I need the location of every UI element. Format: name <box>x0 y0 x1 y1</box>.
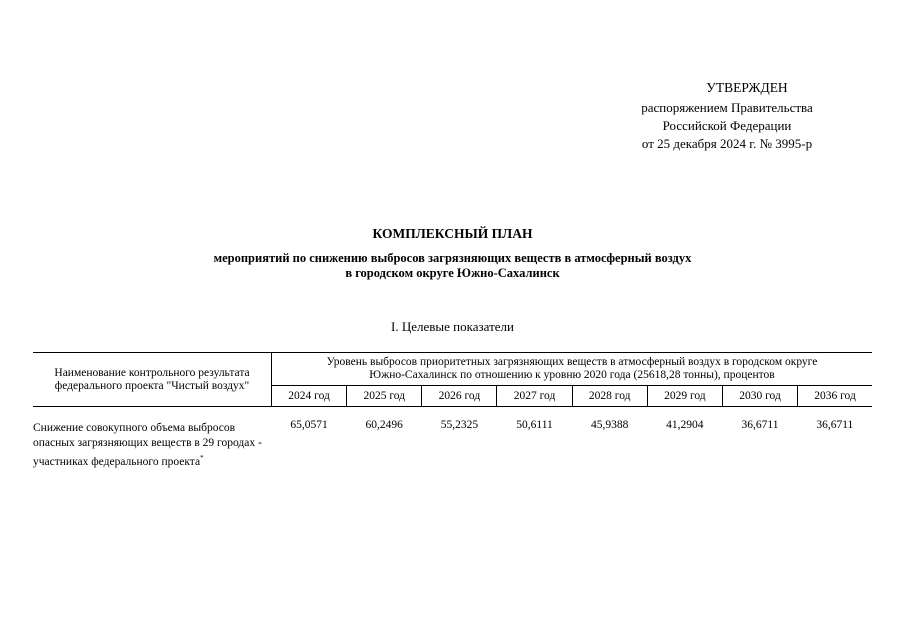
indicator-value: 50,6111 <box>516 419 553 431</box>
indicators-table <box>33 352 872 470</box>
year-header: 2030 год <box>722 386 797 407</box>
year-header: 2024 год <box>272 386 347 407</box>
year-header: 2029 год <box>647 386 722 407</box>
indicator-value: 55,2325 <box>440 419 479 431</box>
year-header: 2028 год <box>572 386 647 407</box>
approval-line-1: распоряжением Правительства <box>641 100 813 115</box>
approval-block <box>597 79 857 153</box>
indicator-value: 41,2904 <box>666 419 704 431</box>
section-title: I. Целевые показатели <box>391 319 514 334</box>
year-header: 2036 год <box>798 386 872 407</box>
plan-subtitle-line-2: в городском округе Южно-Сахалинск <box>345 266 560 280</box>
level-column-header <box>272 353 873 386</box>
plan-subtitle-line-1: мероприятий по снижению выбросов загрязняющих веществ в атмосферный воздух <box>213 251 692 265</box>
year-header: 2027 год <box>497 386 572 407</box>
level-header-line-2: Южно-Сахалинск по отношению к уровню 2020 года (25618,28 тонны), процентов <box>369 369 775 381</box>
table-header-row <box>33 353 872 386</box>
plan-title: КОМПЛЕКСНЫЙ ПЛАН <box>372 226 533 241</box>
approval-line-3: от 25 декабря 2024 г. № 3995-р <box>641 136 813 151</box>
indicator-value: 36,6711 <box>741 419 779 431</box>
indicator-value: 65,0571 <box>290 419 328 431</box>
footnote-mark: * <box>200 454 204 462</box>
indicator-value: 45,9388 <box>591 419 629 431</box>
table-row <box>33 407 872 470</box>
name-column-header: Наименование контрольного результата федерального проекта "Чистый воздух" <box>33 353 272 407</box>
plan-subtitle <box>0 251 905 281</box>
indicator-value: 60,2496 <box>365 419 403 431</box>
level-header-line-1: Уровень выбросов приоритетных загрязняющих веществ в атмосферный воздух в городском округе <box>326 356 818 368</box>
year-header: 2026 год <box>422 386 497 407</box>
indicator-name: Снижение совокупного объема выбросов опасных загрязняющих веществ в 29 городах - участниках федерального проекта <box>33 422 262 468</box>
approval-title: УТВЕРЖДЕН <box>706 80 788 95</box>
approval-line-2: Российской Федерации <box>662 118 792 133</box>
indicator-name-cell <box>33 407 272 470</box>
year-header: 2025 год <box>347 386 422 407</box>
indicator-value: 36,6711 <box>816 419 854 431</box>
